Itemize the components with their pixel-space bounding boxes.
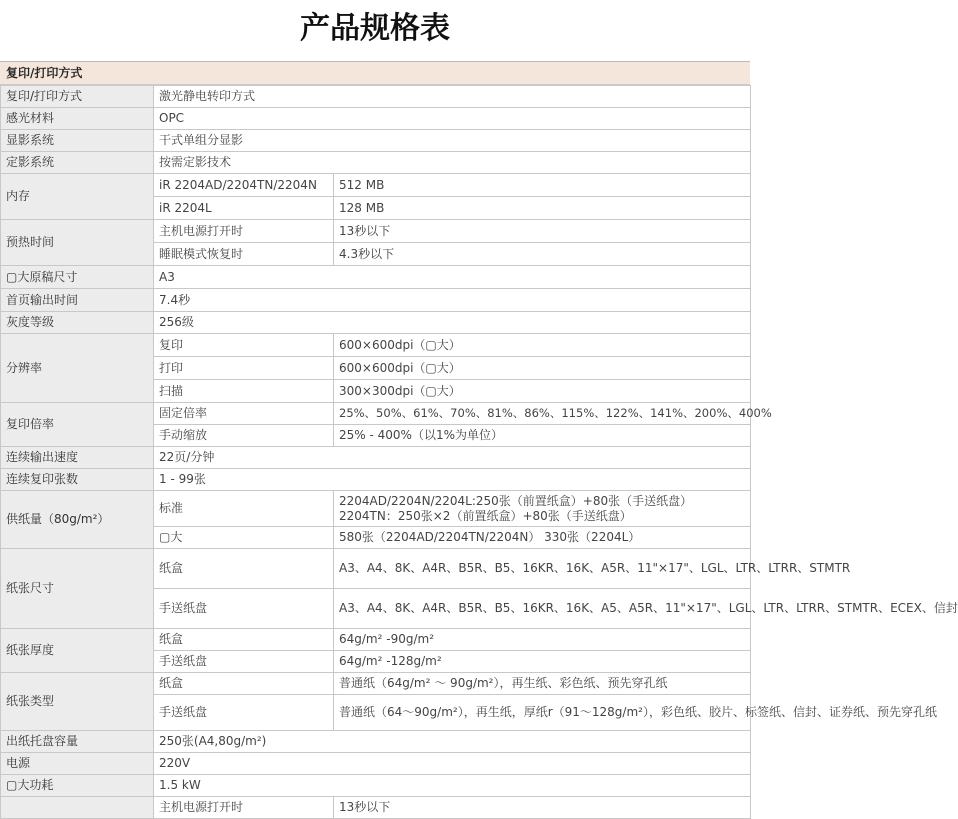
table-row — [1, 403, 751, 425]
section-header: 复印/打印方式 — [0, 62, 750, 85]
sub-label: 纸盒 — [154, 549, 334, 589]
table-row — [1, 312, 751, 334]
sub-label: 手动缩放 — [154, 425, 334, 447]
sub-label: 扫描 — [154, 380, 334, 403]
sub-label: ▢大 — [154, 527, 334, 549]
sub-label: iR 2204L — [154, 197, 334, 220]
row-label: 电源 — [1, 753, 154, 775]
row-label: 供纸量（80g/m²） — [1, 491, 154, 549]
row-value: 1.5 kW — [154, 775, 751, 797]
sub-label: 主机电源打开时 — [154, 797, 334, 819]
row-label: 显影系统 — [1, 130, 154, 152]
row-value: 7.4秒 — [154, 289, 751, 312]
table-row — [1, 108, 751, 130]
table-row — [1, 775, 751, 797]
row-value: 普通纸（64～90g/m²），再生纸，厚纸r（91～128g/m²），彩色纸、胶片、标签纸、信封、证券纸、预先穿孔纸 — [334, 695, 751, 731]
sub-label: 手送纸盘 — [154, 695, 334, 731]
row-label: 纸张厚度 — [1, 629, 154, 673]
row-label: 连续输出速度 — [1, 447, 154, 469]
row-value: 600×600dpi（▢大） — [334, 357, 751, 380]
table-row — [1, 753, 751, 775]
sub-label: 睡眠模式恢复时 — [154, 243, 334, 266]
row-value: A3、A4、8K、A4R、B5R、B5、16KR、16K、A5R、11"×17"、LGL、LTR、LTRR、STMTR — [334, 549, 751, 589]
row-label: 分辨率 — [1, 334, 154, 403]
row-value: 激光静电转印方式 — [154, 86, 751, 108]
row-value: 2204AD/2204N/2204L:250张（前置纸盒）+80张（手送纸盘） 2204TN：250张×2（前置纸盒）+80张（手送纸盘） — [334, 491, 751, 527]
table-row — [1, 130, 751, 152]
row-value: 256级 — [154, 312, 751, 334]
row-value: 按需定影技术 — [154, 152, 751, 174]
row-label: 出纸托盘容量 — [1, 731, 154, 753]
row-label: 连续复印张数 — [1, 469, 154, 491]
row-label: 感光材料 — [1, 108, 154, 130]
row-value: 干式单组分显影 — [154, 130, 751, 152]
row-label: 首页输出时间 — [1, 289, 154, 312]
table-row — [1, 469, 751, 491]
table-row — [1, 174, 751, 197]
table-row — [1, 629, 751, 651]
row-label: 纸张尺寸 — [1, 549, 154, 629]
row-label: 内存 — [1, 174, 154, 220]
table-row — [1, 549, 751, 589]
sub-label: 复印 — [154, 334, 334, 357]
sub-label: iR 2204AD/2204TN/2204N — [154, 174, 334, 197]
row-value: OPC — [154, 108, 751, 130]
table-row — [1, 797, 751, 819]
row-value: 13秒以下 — [334, 797, 751, 819]
row-value: 128 MB — [334, 197, 751, 220]
row-value: 25%、50%、61%、70%、81%、86%、115%、122%、141%、200%、400% — [334, 403, 751, 425]
sub-label: 主机电源打开时 — [154, 220, 334, 243]
row-value: 600×600dpi（▢大） — [334, 334, 751, 357]
row-label: 复印/打印方式 — [1, 86, 154, 108]
sub-label: 标准 — [154, 491, 334, 527]
sub-label: 固定倍率 — [154, 403, 334, 425]
row-value: 300×300dpi（▢大） — [334, 380, 751, 403]
row-value: 1 - 99张 — [154, 469, 751, 491]
table-row — [1, 152, 751, 174]
row-value: 25% - 400%（以1%为单位） — [334, 425, 751, 447]
row-value: 4.3秒以下 — [334, 243, 751, 266]
row-value: A3 — [154, 266, 751, 289]
row-value: 普通纸（64g/m² ～ 90g/m²），再生纸、彩色纸、预先穿孔纸 — [334, 673, 751, 695]
row-value: 22页/分钟 — [154, 447, 751, 469]
table-row — [1, 447, 751, 469]
row-value: 13秒以下 — [334, 220, 751, 243]
row-value: A3、A4、8K、A4R、B5R、B5、16KR、16K、A5、A5R、11"×17"、LGL、LTR、LTRR、STMTR、ECEX、信封 — [334, 589, 751, 629]
table-row — [1, 220, 751, 243]
row-value: 580张（2204AD/2204TN/2204N） 330张（2204L） — [334, 527, 751, 549]
table-row — [1, 491, 751, 527]
row-label: ▢大功耗 — [1, 775, 154, 797]
row-label: 纸张类型 — [1, 673, 154, 731]
table-row — [1, 673, 751, 695]
row-value: 220V — [154, 753, 751, 775]
row-label: 复印倍率 — [1, 403, 154, 447]
row-value: 250张(A4,80g/m²) — [154, 731, 751, 753]
row-value: 64g/m² -90g/m² — [334, 629, 751, 651]
row-value: 64g/m² -128g/m² — [334, 651, 751, 673]
sub-label: 纸盒 — [154, 629, 334, 651]
table-row — [1, 334, 751, 357]
row-label — [1, 797, 154, 819]
sub-label: 打印 — [154, 357, 334, 380]
page-title: 产品规格表 — [300, 11, 450, 46]
row-label: ▢大原稿尺寸 — [1, 266, 154, 289]
table-row — [1, 266, 751, 289]
spec-table — [0, 85, 958, 819]
row-label: 预热时间 — [1, 220, 154, 266]
sub-label: 纸盒 — [154, 673, 334, 695]
table-row — [1, 289, 751, 312]
row-label: 定影系统 — [1, 152, 154, 174]
table-row — [1, 86, 751, 108]
sub-label: 手送纸盘 — [154, 589, 334, 629]
sub-label: 手送纸盘 — [154, 651, 334, 673]
table-row — [1, 731, 751, 753]
row-label: 灰度等级 — [1, 312, 154, 334]
row-value: 512 MB — [334, 174, 751, 197]
